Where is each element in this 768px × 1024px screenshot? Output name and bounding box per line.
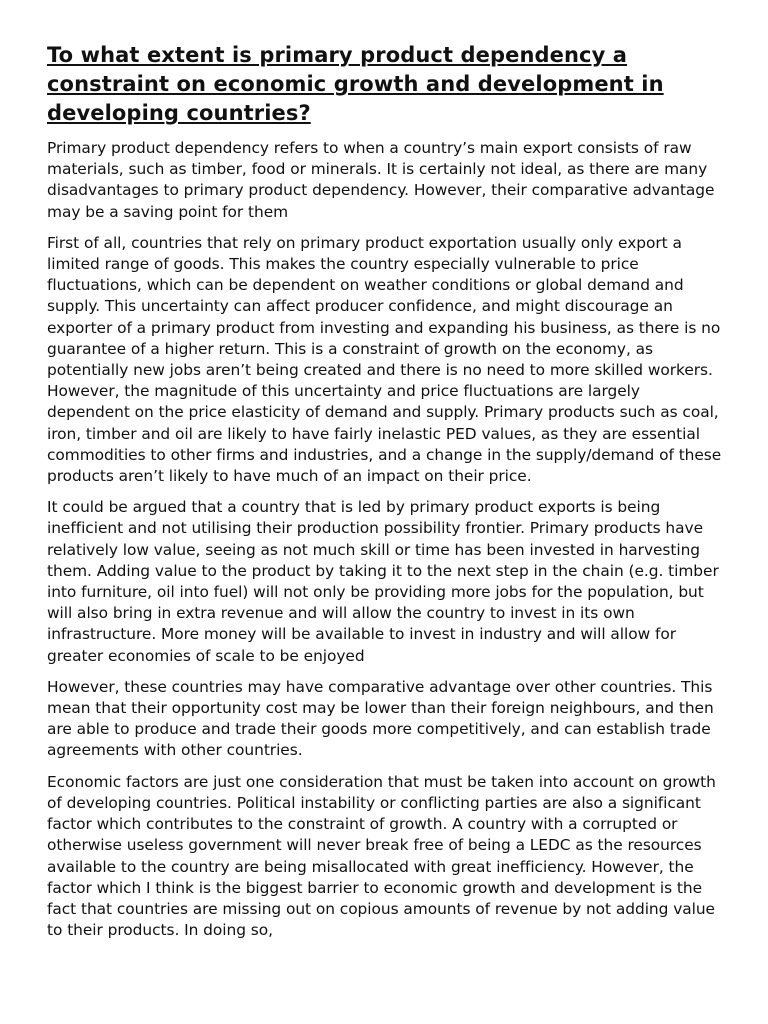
paragraph-4: However, these countries may have comparative advantage over other countries. This mean that their opportunity cost may be lower than their foreign neighbours, and then are able to produce and trade their goods more competitively, and can establish trade agreements with other countries. — [47, 677, 714, 760]
paragraph-2: First of all, countries that rely on primary product exportation usually only export a limited range of goods. This makes the country especially vulnerable to price fluctuations, which can be dependent on weather conditions or global demand and supply. This uncertainty can affect producer confidence, and might discourage an exporter of a primary product from investing and expanding his business, as there is no guarantee of a higher return. This is a constraint of growth on the economy, as potentially new jobs aren’t being created and there is no need to more skilled workers. However, the magnitude of this uncertainty and price fluctuations are largely dependent on the price elasticity of demand and supply. Primary products such as coal, iron, timber and oil are likely to have fairly inelastic PED values, as they are essential commodities to other firms and industries, and a change in the supply/demand of these products aren’t likely to have much of an impact on their price. — [47, 233, 722, 486]
paragraph-3: It could be argued that a country that is led by primary product exports is being inefficient and not utilising their production possibility frontier. Primary products have relatively low value, seeing as not much skill or time has been invested in harvesting them. Adding value to the product by taking it to the next step in the chain (e.g. timber into furniture, oil into fuel) will not only be providing more jobs for the population, but will also bring in extra revenue and will allow the country to invest in its own infrastructure. More money will be available to invest in industry and will allow for greater economies of scale to be enjoyed — [47, 498, 719, 665]
document-page — [47, 41, 723, 951]
paragraph-5: Economic factors are just one consideration that must be taken into account on growth of developing countries. Political instability or conflicting parties are also a significant factor which contributes to the constraint of growth. A country with a corrupted or otherwise useless government will never break free of being a LEDC as the resources available to the country are being misallocated with great inefficiency. However, the factor which I think is the biggest barrier to economic growth and development is the fact that countries are missing out on copious amounts of revenue by not adding value to their products. In doing so, — [47, 772, 716, 940]
essay-title: To what extent is primary product dependency a constraint on economic growth and development in developing countries? — [47, 43, 664, 125]
paragraph-1: Primary product dependency refers to when a country’s main export consists of raw materials, such as timber, food or minerals. It is certainly not ideal, as there are many disadvantages to primary product dependency. However, their comparative advantage may be a saving point for them — [47, 139, 715, 221]
